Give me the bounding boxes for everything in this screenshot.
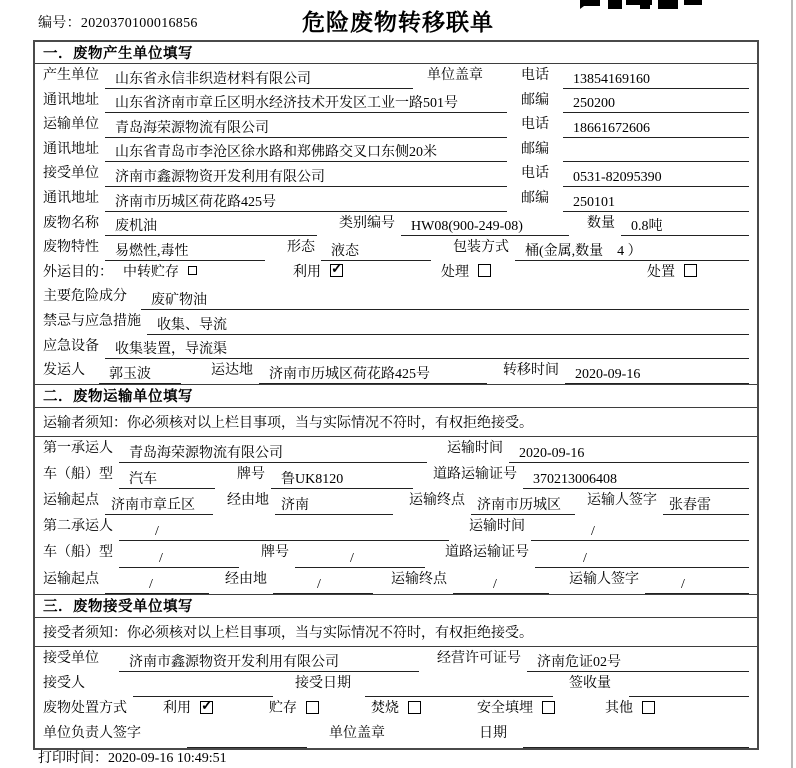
waste-character-row (35, 236, 757, 261)
receiver-notice: 接受者须知：你必须核对以上栏目事项，当与实际情况不符时，有权拒绝接受。 (35, 618, 757, 647)
disposal-option (371, 697, 421, 717)
vehicle-row (35, 463, 757, 489)
vehicle-type-value: / (119, 541, 239, 567)
phone-label: 电话 (521, 166, 549, 182)
endpoint-label: 运输终点 (409, 493, 465, 509)
packing-value: 桶(金属,数量 4 ） (515, 236, 749, 261)
route-row (35, 489, 757, 515)
carrier-sign-value: 张春雷 (663, 489, 749, 515)
plate-label: 牌号 (261, 545, 289, 561)
transfer-purpose-row (35, 261, 757, 286)
vehicle-type-label: 车（船）型 (43, 466, 113, 482)
transport-time-value: 2020-09-16 (509, 437, 749, 463)
destination-value: 济南市历城区荷花路425号 (259, 359, 487, 384)
destination-label: 运达地 (211, 363, 253, 379)
disposal-method-row (35, 697, 757, 722)
endpoint-value: / (453, 568, 549, 594)
transporter-address-row (35, 138, 757, 163)
checkbox[interactable] (684, 264, 697, 277)
option-label: 安全填埋 (477, 701, 533, 717)
category-label: 类别编号 (339, 215, 395, 231)
carrier-label: 第二承运人 (43, 519, 113, 535)
disposal-label: 废物处置方式 (43, 701, 127, 717)
taboo-measures-row (35, 310, 757, 335)
zip-label: 邮编 (521, 92, 549, 108)
address-label: 通讯地址 (43, 141, 99, 157)
responsible-sign-row (35, 722, 757, 747)
waste-name-value: 废机油 (105, 212, 317, 237)
option-label: 处理 (441, 264, 469, 280)
phone-value: 18661672606 (563, 113, 749, 138)
disposal-option (477, 697, 555, 717)
phone-value: 13854169160 (563, 64, 749, 89)
carrier-sign-label: 运输人签字 (569, 571, 639, 587)
purpose-option (647, 261, 697, 281)
date-label: 日期 (479, 726, 507, 742)
serial-label: 编号： (38, 16, 81, 31)
origin-label: 运输起点 (43, 571, 99, 587)
route-row-2 (35, 568, 757, 594)
receive-date-value (365, 672, 553, 697)
character-label: 废物特性 (43, 240, 99, 256)
quantity-label: 数量 (587, 215, 615, 231)
taboo-value: 收集、导流 (147, 310, 749, 335)
checkbox[interactable] (542, 701, 555, 714)
section-producer (35, 42, 757, 384)
checkbox[interactable] (330, 264, 343, 277)
plate-value: / (295, 541, 425, 567)
receiver-row (35, 162, 757, 187)
road-permit-label: 道路运输证号 (445, 545, 529, 561)
checkbox[interactable] (408, 701, 421, 714)
transporter-row (35, 113, 757, 138)
section3-title: 三．废物接受单位填写 (35, 594, 757, 618)
carrier-value: / (119, 515, 449, 541)
address-value: 济南市历城区荷花路425号 (105, 187, 507, 212)
disposal-option (163, 697, 213, 717)
waste-name-label: 废物名称 (43, 215, 99, 231)
shipper-label: 发运人 (43, 363, 85, 379)
shipper-row (35, 359, 757, 384)
plate-label: 牌号 (237, 466, 265, 482)
receive-date-label: 接受日期 (295, 676, 351, 692)
second-carrier-row (35, 515, 757, 541)
form-value: 液态 (321, 236, 431, 261)
transporter-label: 运输单位 (43, 117, 99, 133)
responsible-sign-value (187, 722, 307, 747)
form-label: 形态 (287, 240, 315, 256)
producer-row (35, 64, 757, 89)
via-value: 济南 (275, 489, 393, 515)
received-amount-value (629, 672, 749, 697)
license-label: 经营许可证号 (437, 650, 521, 666)
producer-address-row (35, 89, 757, 114)
disposal-option (605, 697, 655, 717)
qr-code-fragment-icon (580, 0, 702, 9)
zip-value (563, 138, 749, 163)
purpose-label: 外运目的： (43, 264, 113, 280)
category-value: HW08(900-249-08) (401, 212, 569, 237)
section2-title: 二．废物运输单位填写 (35, 384, 757, 408)
receiving-unit-label: 接受单位 (43, 650, 99, 666)
receiving-unit-row (35, 647, 757, 672)
phone-label: 电话 (521, 68, 549, 83)
receiver-label: 接受单位 (43, 166, 99, 182)
print-time-label: 打印时间： (38, 751, 108, 766)
document-header (0, 0, 796, 40)
print-time-value: 2020-09-16 10:49:51 (108, 751, 227, 766)
receiver-address-row (35, 187, 757, 212)
via-value: / (273, 568, 373, 594)
emergency-equipment-row (35, 335, 757, 360)
carrier-label: 第一承运人 (43, 440, 113, 456)
section-receiver (35, 594, 757, 748)
address-value: 山东省青岛市李沧区徐水路和郑佛路交叉口东侧20米 (105, 138, 507, 163)
waste-name-row (35, 212, 757, 237)
shipper-value: 郭玉波 (99, 359, 181, 384)
option-label: 贮存 (269, 701, 297, 717)
section-transporter (35, 384, 757, 594)
carrier-sign-value: / (645, 568, 749, 594)
page-title: 危险废物转移联单 (302, 10, 494, 35)
zip-label: 邮编 (521, 190, 549, 206)
road-permit-label: 道路运输证号 (433, 466, 517, 482)
disposal-option (269, 697, 319, 717)
carrier-value: 青岛海荣源物流有限公司 (119, 437, 427, 463)
seal-label: 单位盖章 (427, 68, 483, 83)
via-label: 经由地 (227, 493, 269, 509)
transport-time-label: 运输时间 (469, 519, 525, 535)
transfer-time-value: 2020-09-16 (565, 359, 749, 384)
transporter-value: 青岛海荣源物流有限公司 (105, 113, 507, 138)
checkbox[interactable] (306, 701, 319, 714)
print-time-line (38, 747, 227, 767)
page-right-edge (791, 0, 793, 768)
origin-value: / (105, 568, 209, 594)
zip-value: 250101 (563, 187, 749, 212)
equipment-label: 应急设备 (43, 338, 99, 354)
address-label: 通讯地址 (43, 190, 99, 206)
zip-label: 邮编 (521, 141, 549, 157)
producer-label: 产生单位 (43, 68, 99, 83)
road-permit-value: 370213006408 (523, 463, 749, 489)
receiver-value: 济南市鑫源物资开发利用有限公司 (105, 162, 507, 187)
character-value: 易燃性,毒性 (105, 236, 265, 261)
address-value: 山东省济南市章丘区明水经济技术开发区工业一路501号 (105, 89, 507, 114)
producer-value: 山东省永信非织造材料有限公司 (105, 64, 413, 89)
transporter-notice: 运输者须知：你必须核对以上栏目事项，当与实际情况不符时，有权拒绝接受。 (35, 408, 757, 437)
packing-label: 包装方式 (453, 240, 509, 256)
seal-label: 单位盖章 (329, 726, 385, 742)
option-label: 利用 (293, 264, 321, 280)
zip-value: 250200 (563, 89, 749, 114)
checkbox[interactable] (642, 701, 655, 714)
option-label: 其他 (605, 701, 633, 717)
transport-time-value: / (531, 515, 749, 541)
hazard-value: 废矿物油 (141, 285, 749, 310)
vehicle-type-label: 车（船）型 (43, 545, 113, 561)
equipment-value: 收集装置，导流渠 (105, 335, 749, 360)
manifest-form (33, 40, 759, 750)
checkbox[interactable] (478, 264, 491, 277)
quantity-value: 0.8吨 (621, 212, 749, 237)
purpose-option (293, 261, 343, 281)
phone-value: 0531-82095390 (563, 162, 749, 187)
serial-number: 2020370100016856 (80, 16, 198, 31)
phone-label: 电话 (521, 117, 549, 133)
receiving-person-row (35, 672, 757, 697)
purpose-option (123, 261, 197, 281)
via-label: 经由地 (225, 571, 267, 587)
option-label: 处置 (647, 264, 675, 280)
address-label: 通讯地址 (43, 92, 99, 108)
date-value (523, 722, 749, 747)
receiver-person-label: 接受人 (43, 676, 85, 692)
endpoint-label: 运输终点 (391, 571, 447, 587)
purpose-option (441, 261, 491, 281)
transport-time-label: 运输时间 (447, 440, 503, 456)
road-permit-value: / (535, 541, 749, 567)
origin-value: 济南市章丘区 (105, 489, 213, 515)
section1-title: 一．废物产生单位填写 (35, 42, 757, 64)
vehicle-row-2 (35, 541, 757, 567)
license-value: 济南危证02号 (527, 647, 749, 672)
vehicle-type-value: 汽车 (119, 463, 215, 489)
option-label: 中转贮存 (123, 264, 179, 280)
received-amount-label: 签收量 (569, 676, 611, 692)
plate-value: 鲁UK8120 (271, 463, 413, 489)
option-label: 焚烧 (371, 701, 399, 717)
hazard-label: 主要危险成分 (43, 289, 127, 305)
carrier-sign-label: 运输人签字 (587, 493, 657, 509)
first-carrier-row (35, 437, 757, 463)
endpoint-value: 济南市历城区 (471, 489, 575, 515)
hazard-component-row (35, 285, 757, 310)
checkbox[interactable] (188, 266, 197, 275)
checkbox[interactable] (200, 701, 213, 714)
taboo-label: 禁忌与应急措施 (43, 313, 141, 329)
receiving-unit-value: 济南市鑫源物资开发利用有限公司 (119, 647, 419, 672)
option-label: 利用 (163, 701, 191, 717)
responsible-sign-label: 单位负责人签字 (43, 726, 141, 742)
transfer-time-label: 转移时间 (503, 363, 559, 379)
receiver-person-value (133, 672, 273, 697)
origin-label: 运输起点 (43, 493, 99, 509)
